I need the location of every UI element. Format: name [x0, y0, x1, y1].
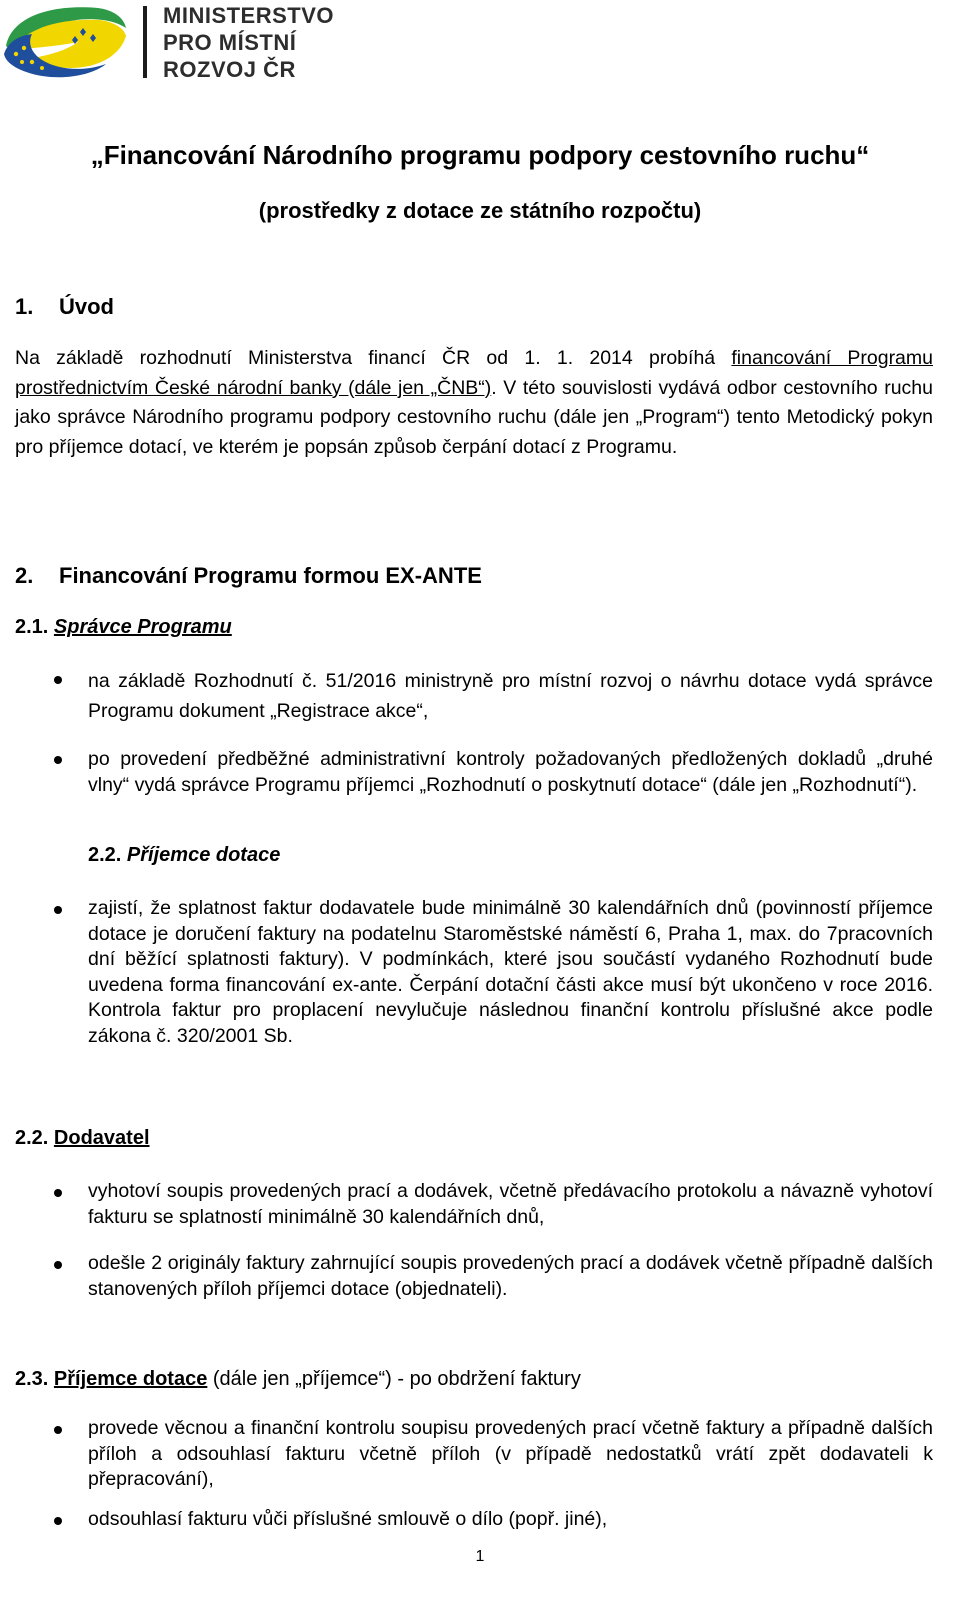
subsection-2-3-heading: [15, 1368, 581, 1391]
subsection-dodavatel-number: 2.2.: [15, 1127, 49, 1149]
page-number: 1: [475, 1548, 485, 1565]
bullet-dot: [54, 906, 62, 914]
logo-line-3: ROZVOJ ČR: [163, 57, 296, 82]
subsection-2-2-number: 2.2.: [88, 844, 122, 866]
list-item: na základě Rozhodnutí č. 51/2016 ministryně pro místní rozvoj o návrhu dotace vydá správce Programu dokument „Registrace akce“,: [88, 670, 933, 722]
list-item: po provedení předběžné administrativní kontroly požadovaných předložených dokladů „druhé vlny“ vydá správce Programu příjemci „Rozhodnutí o poskytnutí dotace“ (dále jen „Rozhodnutí“).: [88, 748, 933, 796]
list-item: vyhotoví soupis provedených prací a dodávek, včetně předávacího protokolu a návazně vyhotoví fakturu se splatností minimálně 30 kalendářních dnů,: [88, 1180, 933, 1228]
subsection-2-3-number: 2.3.: [15, 1368, 49, 1390]
list-item: odešle 2 originály faktury zahrnující soupis provedených prací a dodávek včetně případně dalších stanovených příloh příjemci dotace (objednateli).: [88, 1252, 933, 1300]
subsection-2-2-heading: [88, 844, 280, 867]
bullet-dot: [54, 1426, 62, 1434]
subsection-dodavatel-title: Dodavatel: [53, 1127, 150, 1149]
section-2-number: 2.: [15, 563, 34, 588]
document-subtitle: (prostředky z dotace ze státního rozpočtu): [258, 198, 702, 223]
logo-divider: [143, 6, 147, 78]
bullet-dot: [54, 1189, 62, 1197]
bullet-dot: [54, 1261, 62, 1269]
intro-underlined-text: financování Programu prostřednictvím České národní banky (dále jen „ČNB“): [15, 347, 933, 399]
subsection-dodavatel-heading: [15, 1127, 150, 1150]
intro-text-part1: Na základě rozhodnutí Ministerstva financí ČR od 1. 1. 2014 probíhá: [15, 347, 732, 369]
section-2-heading: Financování Programu formou EX-ANTE: [59, 563, 482, 588]
logo-line-2: PRO MÍSTNÍ: [163, 30, 297, 55]
bullet-dot: [54, 676, 62, 684]
list-item: zajistí, že splatnost faktur dodavatele bude minimálně 30 kalendářních dnů (povinností příjemce dotace je doručení faktury na podatelnu Staroměstské náměstí 6, Praha 1, max. do 7pracovních dní běžící splatnosti faktury). V podmínkách, které jsou součástí vydaného Rozhodnutí bude uvedena forma financování ex-ante. Čerpání dotační části akce musí být ukončeno v roce 2016. Kontrola faktur pro proplacení nevylučuje následnou finanční kontrolu příslušné akce podle zákona č. 320/2001 Sb.: [88, 897, 933, 1047]
logo-wordmark: [163, 2, 334, 83]
document-title: „Financování Národního programu podpory cestovního ruchu“: [90, 140, 870, 170]
ministry-emblem-icon: [2, 2, 128, 78]
bullet-dot: [54, 756, 62, 764]
list-item: provede věcnou a finanční kontrolu soupisu provedených prací včetně faktury a případně dalších příloh a odsouhlasí fakturu včetně příloh (v případě nedostatků vrátí zpět dodavateli k přepracování),: [88, 1417, 933, 1490]
section-1-number: 1.: [15, 294, 34, 319]
subsection-2-1-heading: [15, 616, 232, 639]
section-1-heading: Úvod: [59, 294, 114, 319]
ministry-logo: [0, 0, 360, 90]
subsection-2-3-suffix: (dále jen „příjemce“) - po obdržení faktury: [207, 1368, 581, 1390]
logo-line-1: MINISTERSTVO: [163, 3, 335, 28]
list-item: odsouhlasí fakturu vůči příslušné smlouvě o dílo (popř. jiné),: [88, 1508, 608, 1530]
section-1-paragraph: [15, 344, 933, 462]
subsection-2-3-title: Příjemce dotace: [53, 1368, 208, 1390]
subsection-2-2-title: Příjemce dotace: [126, 844, 281, 866]
subsection-2-1-number: 2.1.: [15, 616, 49, 638]
intro-text-part2: . V této souvislosti vydává odbor cestovního ruchu jako správce Národního programu podpory cestovního ruchu (dále jen „Program“) tento Metodický pokyn pro příjemce dotací, ve kterém je popsán způsob čerpání dotací z Programu.: [15, 376, 933, 458]
bullet-dot: [54, 1517, 62, 1525]
subsection-2-1-title: Správce Programu: [53, 616, 232, 638]
